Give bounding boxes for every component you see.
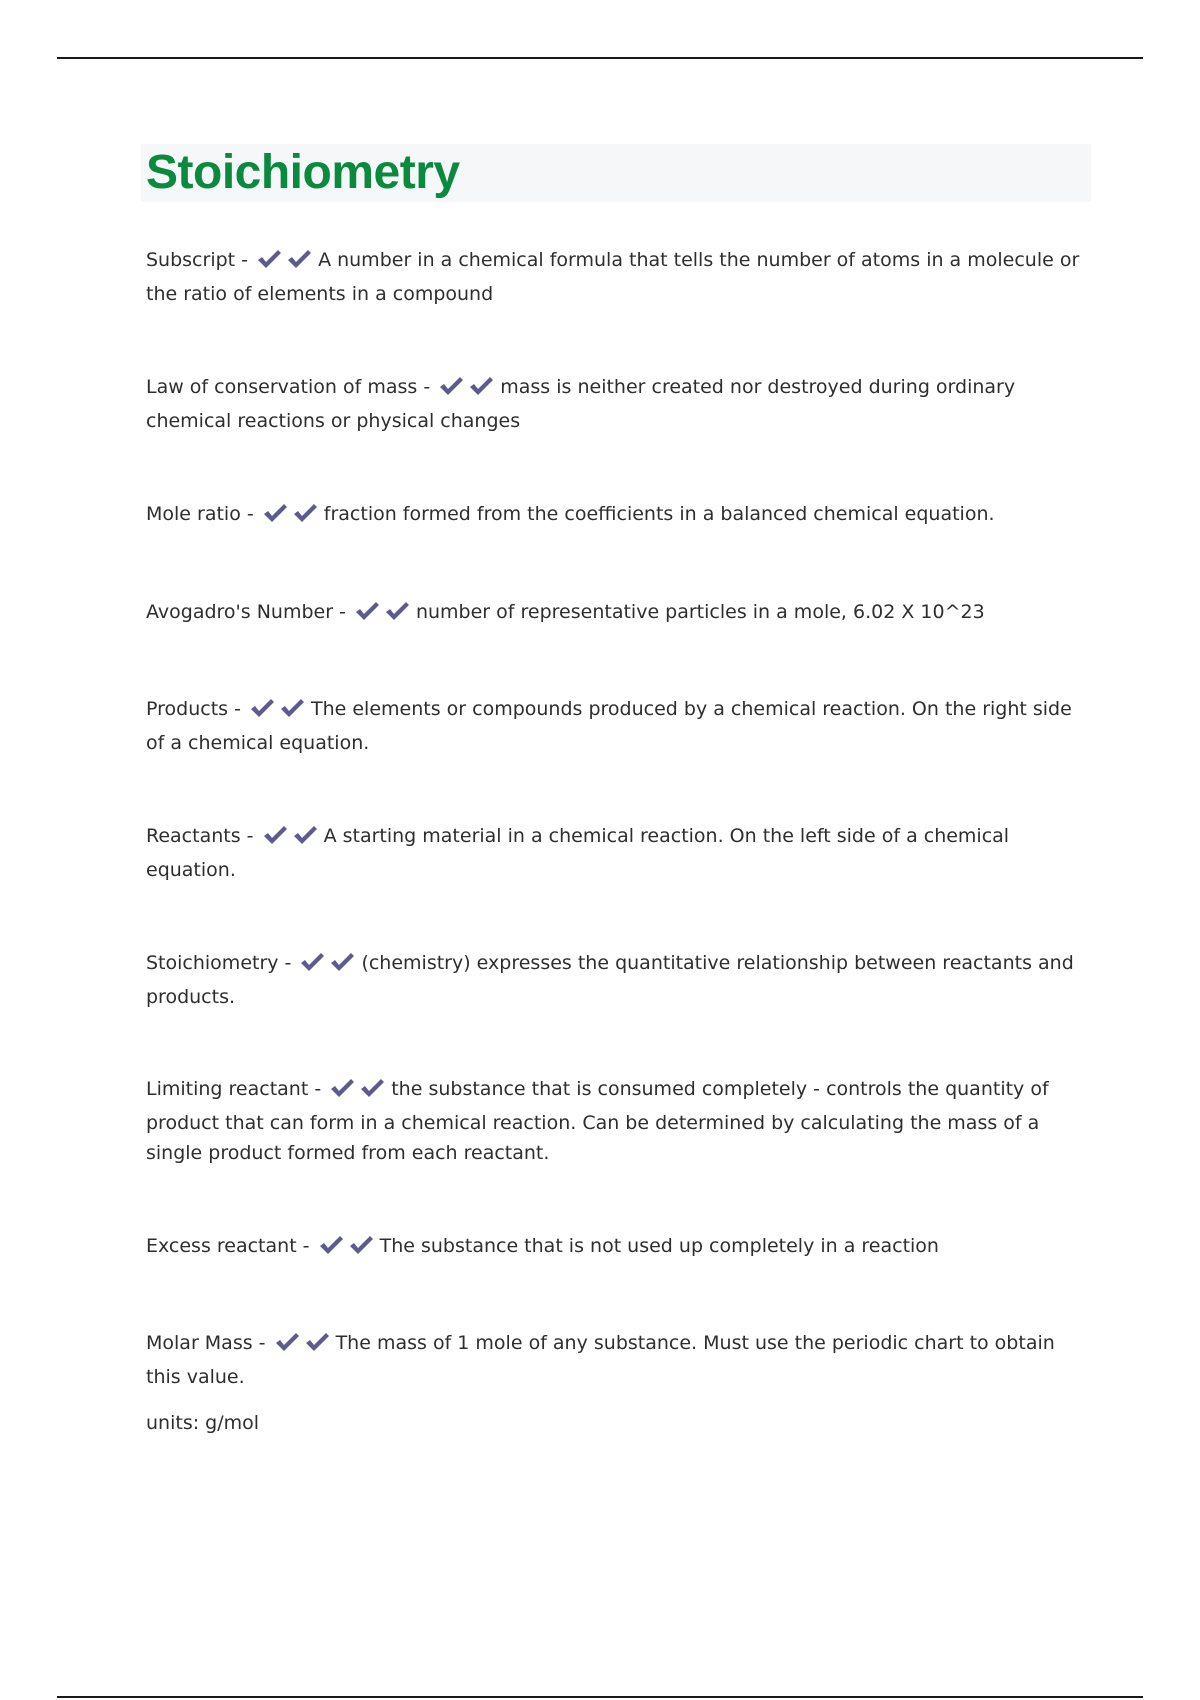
entry-term: Subscript - <box>146 249 249 271</box>
entry-definition: number of representative particles in a mole, 6.02 X 10^23 <box>415 601 985 623</box>
entry-definition: The elements or compounds produced by a chemical reaction. On the right side of a chemical equation. <box>146 698 1072 754</box>
checkmark-icon <box>304 1331 330 1353</box>
glossary-entry <box>146 245 1081 309</box>
check-pair <box>274 1331 334 1362</box>
glossary-entry <box>146 499 1081 533</box>
entry-definition: A starting material in a chemical reaction. On the left side of a chemical equation. <box>146 825 1010 881</box>
check-pair <box>249 697 309 728</box>
checkmark-icon <box>359 1077 385 1099</box>
entry-term: Products - <box>146 698 241 720</box>
check-pair <box>329 1077 389 1108</box>
entry-term: Excess reactant - <box>146 1235 310 1257</box>
entry-term: Limiting reactant - <box>146 1078 322 1100</box>
entry-term: Mole ratio - <box>146 503 254 525</box>
checkmark-icon <box>286 248 312 270</box>
checkmark-icon <box>354 600 380 622</box>
checkmark-icon <box>262 502 288 524</box>
glossary-entry <box>146 948 1081 1012</box>
page-title: Stoichiometry <box>146 146 460 199</box>
checkmark-icon <box>292 502 318 524</box>
glossary-entry <box>146 821 1081 885</box>
entry-definition: A number in a chemical formula that tells the number of atoms in a molecule or the ratio of elements in a compound <box>146 249 1080 305</box>
entry-definition: the substance that is consumed completely - controls the quantity of product that can form in a chemical reaction. Can be determined by calculating the mass of a single product formed from each reactant. <box>146 1078 1049 1164</box>
check-pair <box>256 248 316 279</box>
glossary-entry <box>146 1074 1081 1168</box>
entry-term: Reactants - <box>146 825 254 847</box>
checkmark-icon <box>438 375 464 397</box>
checkmark-icon <box>249 697 275 719</box>
checkmark-icon <box>329 1077 355 1099</box>
checkmark-icon <box>279 697 305 719</box>
checkmark-icon <box>384 600 410 622</box>
check-pair <box>262 502 322 533</box>
entry-definition: (chemistry) expresses the quantitative relationship between reactants and products. <box>146 952 1074 1008</box>
checkmark-icon <box>274 1331 300 1353</box>
check-pair <box>438 375 498 406</box>
entry-definition: mass is neither created nor destroyed during ordinary chemical reactions or physical changes <box>146 376 1016 432</box>
entry-term: Molar Mass - <box>146 1332 266 1354</box>
checkmark-icon <box>348 1234 374 1256</box>
checkmark-icon <box>318 1234 344 1256</box>
glossary-entry <box>146 1328 1081 1392</box>
glossary-entry <box>146 694 1081 758</box>
entry-term: Avogadro's Number - <box>146 601 346 623</box>
checkmark-icon <box>329 951 355 973</box>
molar-mass-units: units: g/mol <box>146 1412 260 1434</box>
checkmark-icon <box>256 248 282 270</box>
entry-definition: fraction formed from the coefficients in a balanced chemical equation. <box>323 503 995 525</box>
check-pair <box>262 824 322 855</box>
check-pair <box>299 951 359 982</box>
check-pair <box>318 1234 378 1265</box>
checkmark-icon <box>292 824 318 846</box>
checkmark-icon <box>299 951 325 973</box>
checkmark-icon <box>468 375 494 397</box>
entry-definition: The substance that is not used up completely in a reaction <box>379 1235 939 1257</box>
checkmark-icon <box>262 824 288 846</box>
glossary-entry <box>146 372 1081 436</box>
check-pair <box>354 600 414 631</box>
bottom-rule <box>57 1696 1143 1698</box>
glossary-entry <box>146 1231 1081 1265</box>
glossary-list <box>146 245 1081 1438</box>
entry-term: Law of conservation of mass - <box>146 376 431 398</box>
entry-definition: The mass of 1 mole of any substance. Must use the periodic chart to obtain this value. <box>146 1332 1055 1388</box>
entry-term: Stoichiometry - <box>146 952 292 974</box>
glossary-entry <box>146 597 1081 631</box>
top-rule <box>57 57 1143 59</box>
